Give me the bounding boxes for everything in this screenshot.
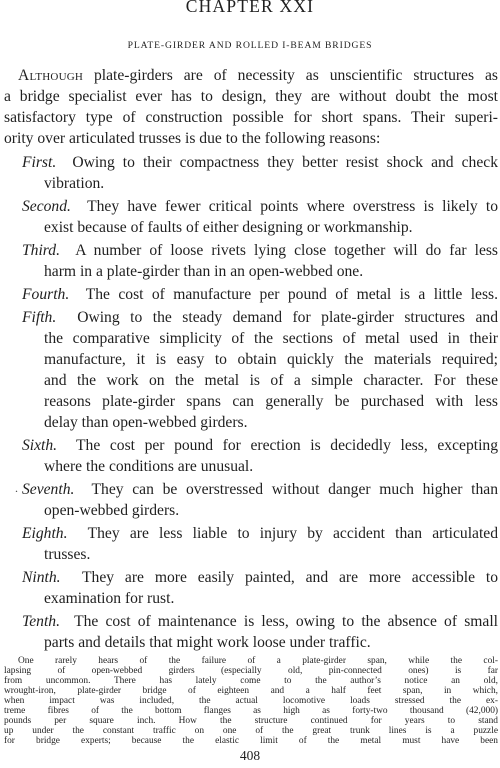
reason-sixth-cont: where the conditions are unusual. — [44, 458, 254, 475]
reason-label: Fourth. — [22, 286, 70, 303]
reason-label: Second. — [22, 198, 71, 215]
reason-third: Third. A number of loose rivets lying close together will do far less — [22, 242, 498, 259]
reason-eighth: Eighth. They are less liable to injury by accident than articulated — [22, 525, 498, 542]
reason-seventh-cont: open-webbed girders. — [44, 502, 180, 519]
reason-tenth: Tenth. The cost of maintenance is less, owing to the absence of small — [22, 613, 498, 630]
reason-label: First. — [22, 154, 57, 171]
reason-fifth-cont-3: and the work on the metal is of a simple character. For these — [44, 372, 498, 389]
reason-seventh: Seventh. They can be overstressed without danger much higher than — [22, 481, 498, 498]
section-title: PLATE-GIRDER AND ROLLED I-BEAM BRIDGES — [127, 40, 373, 51]
reason-fourth: Fourth. The cost of manufacture per pound of metal is a little less. — [22, 286, 499, 303]
reason-fifth-cont-1: the comparative simplicity of the sections of metal used in their — [44, 330, 498, 347]
reason-third-cont: harm in a plate-girder than in an open-webbed one. — [44, 263, 364, 280]
reason-label: Third. — [22, 242, 60, 259]
closing-line-9: for bridge experts; because the elastic limit of the metal must have been — [4, 736, 498, 746]
reason-fifth-cont-5: delay than open-webbed girders. — [44, 414, 248, 431]
closing-line-5: when impact was included, the actual locomotive loads stressed the ex- — [4, 696, 498, 706]
reason-label: Ninth. — [22, 569, 61, 586]
reason-fifth-cont-2: manufacture, it is easy to obtain quickly the materials required; — [44, 351, 498, 368]
intro-line-3: satisfactory type of construction possible for short spans. Their superi- — [4, 109, 498, 126]
closing-line-2: lapsing of open-webbed girders (especially old, pin-connected ones) is far — [4, 666, 498, 676]
reason-label: Seventh. — [22, 481, 75, 498]
reason-tenth-cont: parts and details that might work loose under traffic. — [44, 634, 371, 651]
reason-ninth-cont: examination for rust. — [44, 590, 175, 607]
closing-line-4: wrought-iron, plate-girder bridge of eighteen and a half feet span, in which, — [4, 686, 498, 696]
reason-eighth-cont: trusses. — [44, 546, 91, 563]
reason-label: Sixth. — [22, 437, 58, 454]
reason-label: Tenth. — [22, 613, 60, 630]
reason-sixth: Sixth. The cost per pound for erection is decidedly less, excepting — [22, 437, 498, 454]
reason-first-cont: vibration. — [44, 175, 105, 192]
margin-dot-mark: . — [15, 481, 18, 495]
reason-fifth: Fifth. Owing to the steady demand for plate-girder structures and — [22, 309, 498, 326]
closing-line-1: One rarely hears of the failure of a plate-girder span, while the col- — [18, 656, 498, 666]
intro-line-1: Although plate-girders are of necessity as unscientific structures as — [18, 67, 498, 84]
closing-line-3: from uncommon. There has lately come to the author’s notice an old, — [4, 676, 498, 686]
closing-line-8: up under the constant traffic on one of the great trunk lines is a puzzle — [4, 726, 498, 736]
reason-label: Eighth. — [22, 525, 68, 542]
page-number: 408 — [239, 748, 261, 763]
intro-line-4: ority over articulated trusses is due to the following reasons: — [4, 130, 381, 147]
closing-line-6: treme fibres of the bottom flanges as high as forty-two thousand (42,000) — [4, 706, 498, 716]
chapter-heading: CHAPTER XXI — [185, 0, 315, 16]
intro-first-word: Although — [18, 67, 84, 84]
reason-ninth: Ninth. They are more easily painted, and are more accessible to — [22, 569, 499, 586]
reason-second-cont: exist because of faults of either designing or workmanship. — [44, 219, 413, 236]
closing-line-7: pounds per square inch. How the structure continued for years to stand — [4, 716, 498, 726]
reason-first: First. Owing to their compactness they better resist shock and check — [22, 154, 498, 171]
intro-line-2: a bridge specialist ever has to design, they are without doubt the most — [4, 88, 498, 105]
reason-fifth-cont-4: reasons plate-girder spans can generally be purchased with less — [44, 393, 498, 410]
reason-label: Fifth. — [22, 309, 57, 326]
reason-second: Second. They have fewer critical points where overstress is likely to — [22, 198, 498, 215]
